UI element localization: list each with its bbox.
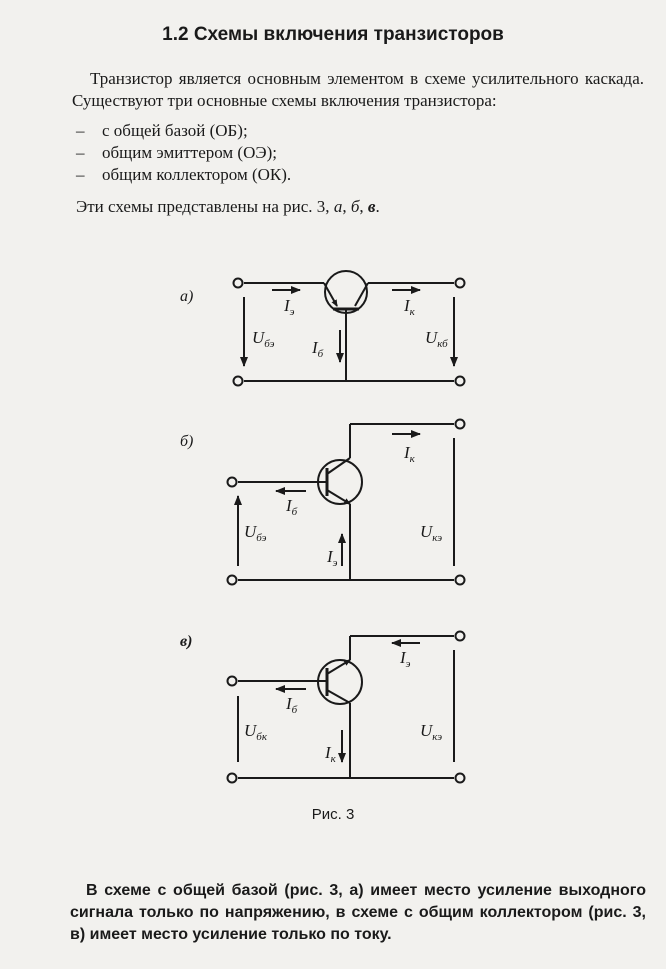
current-label: $I_э$ bbox=[284, 296, 295, 318]
figure-caption: Рис. 3 bbox=[311, 806, 355, 823]
circuit-common-emitter bbox=[238, 424, 454, 580]
current-label: $I_к$ bbox=[404, 296, 415, 318]
voltage-label: $U_{бэ}$ bbox=[244, 522, 267, 544]
current-label: $I_б$ bbox=[286, 694, 298, 716]
circuit-common-base bbox=[244, 271, 454, 381]
voltage-label: $U_{кб}$ bbox=[425, 328, 448, 350]
list-item: – с общей базой (ОБ); bbox=[76, 121, 248, 140]
figure-label-v: в) bbox=[180, 633, 193, 650]
voltage-label: $U_{бк}$ bbox=[244, 721, 267, 743]
section-heading: 1.2 Схемы включения транзисторов bbox=[162, 24, 504, 45]
voltage-label: $U_{кэ}$ bbox=[420, 721, 443, 743]
current-label: $I_б$ bbox=[286, 496, 298, 518]
circuit-common-collector bbox=[238, 636, 454, 778]
voltage-label: $U_{бэ}$ bbox=[252, 328, 275, 350]
voltage-label: $U_{кэ}$ bbox=[420, 522, 443, 544]
figure-label-b: б) bbox=[180, 433, 194, 450]
current-label: $I_к$ bbox=[325, 743, 336, 765]
current-label: $I_к$ bbox=[404, 443, 415, 465]
intro-paragraph: Транзистор является основным элементом в схеме усилительного каскада. Существуют три основные схемы включения транзистора: bbox=[72, 69, 644, 110]
conclusion-paragraph: В схеме с общей базой (рис. 3, а) имеет место усиление выходного сигнала только по напряжению, в схеме с общим коллектором (рис. 3, в) имеет место усиление только по току. bbox=[70, 882, 646, 943]
list-item: – общим эмиттером (ОЭ); bbox=[76, 143, 277, 162]
current-label: $I_э$ bbox=[400, 648, 411, 670]
current-label: $I_б$ bbox=[312, 338, 324, 360]
list-item: – общим коллектором (ОК). bbox=[76, 165, 292, 184]
figure-reference: Эти схемы представлены на рис. 3, а, б, в. bbox=[76, 197, 380, 216]
current-label: $I_э$ bbox=[327, 547, 338, 569]
figure-label-a: а) bbox=[180, 288, 194, 305]
